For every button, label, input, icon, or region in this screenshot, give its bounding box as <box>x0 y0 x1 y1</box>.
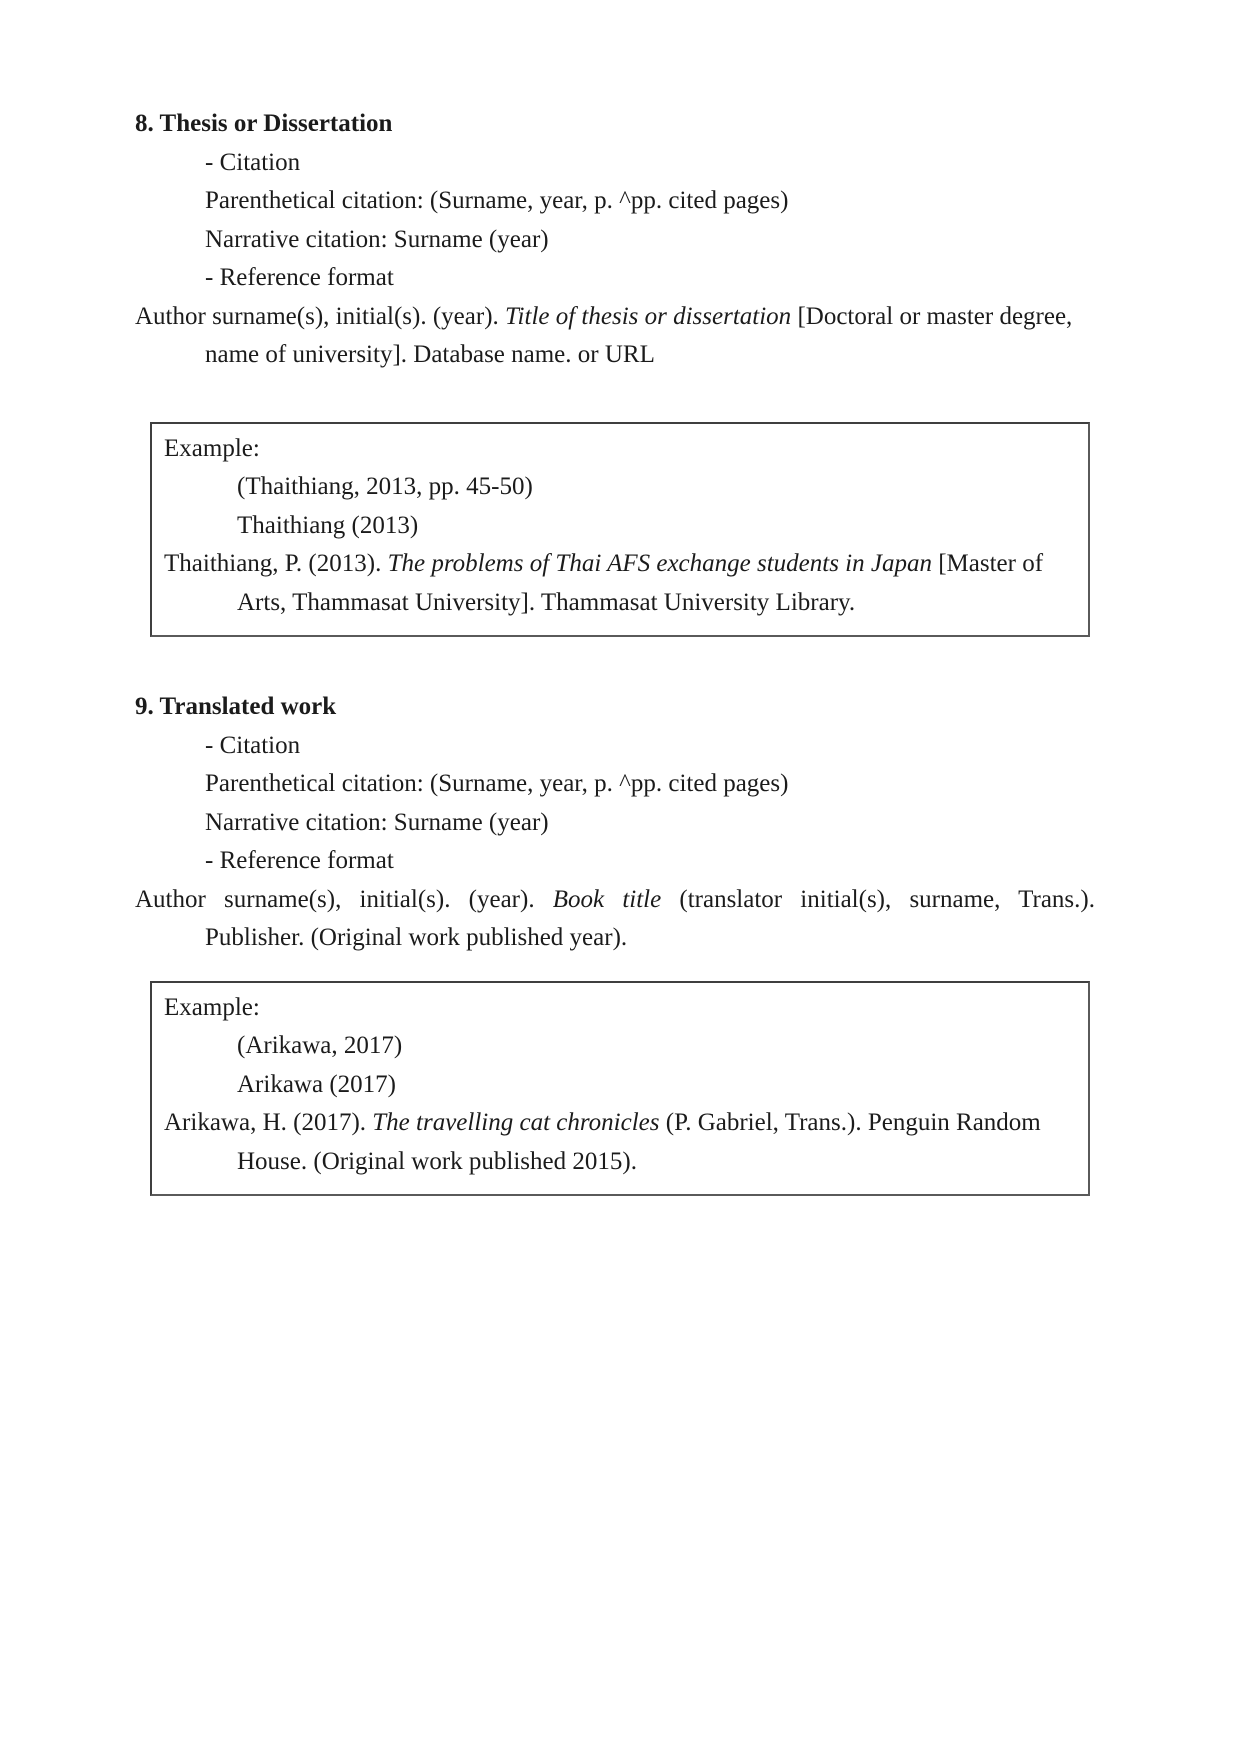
narrative-citation-line: Narrative citation: Surname (year) <box>205 225 549 253</box>
example-reference-line-1 <box>164 545 1080 584</box>
example-narrative-citation: Thaithiang (2013) <box>237 511 419 539</box>
example-reference-prefix: Arikawa, H. (2017). <box>164 1109 373 1136</box>
citation-label: - Citation <box>205 731 301 759</box>
section-heading: 9. Translated work <box>135 693 337 720</box>
reference-format-line-1 <box>135 881 1095 920</box>
example-box-translated <box>150 981 1090 1197</box>
reference-title-italic: Title of thesis or dissertation <box>505 302 792 330</box>
reference-format-prefix: Author surname(s), initial(s). (year). <box>135 885 553 913</box>
example-parenthetical-citation: (Arikawa, 2017) <box>237 1032 403 1059</box>
example-parenthetical-citation: (Thaithiang, 2013, pp. 45-50) <box>237 473 533 500</box>
citation-label: - Citation <box>205 148 301 176</box>
example-reference-line-2: House. (Original work published 2015). <box>237 1147 637 1175</box>
reference-format-line-1 <box>135 298 1095 337</box>
example-narrative-citation: Arikawa (2017) <box>237 1070 396 1098</box>
example-reference-prefix: Thaithiang, P. (2013). <box>164 550 388 577</box>
reference-format-suffix: (translator initial(s), surname, Trans.). <box>661 885 1095 913</box>
example-reference-suffix: [Master of <box>931 550 1044 577</box>
page-content <box>135 105 1095 1196</box>
section-heading: 8. Thesis or Dissertation <box>135 110 393 137</box>
example-reference-title-italic: The travelling cat chronicles <box>372 1109 660 1136</box>
example-label: Example: <box>164 993 260 1021</box>
example-reference-line-1 <box>164 1104 1080 1143</box>
section-thesis-or-dissertation <box>135 105 1095 637</box>
parenthetical-citation-line: Parenthetical citation: (Surname, year, p. ^pp. cited pages) <box>205 187 789 214</box>
reference-format-line-2: name of university]. Database name. or URL <box>205 341 655 368</box>
example-label: Example: <box>164 434 260 462</box>
narrative-citation-line: Narrative citation: Surname (year) <box>205 808 549 836</box>
reference-format-line-2: Publisher. (Original work published year). <box>205 924 628 951</box>
example-reference-suffix: (P. Gabriel, Trans.). Penguin Random <box>659 1109 1041 1136</box>
example-reference-title-italic: The problems of Thai AFS exchange students in Japan <box>387 550 932 577</box>
reference-format-suffix: [Doctoral or master degree, <box>791 302 1073 330</box>
reference-title-italic: Book title <box>552 885 662 913</box>
example-reference-line-2: Arts, Thammasat University]. Thammasat University Library. <box>237 588 856 616</box>
reference-format-label: - Reference format <box>205 847 394 874</box>
reference-format-label: - Reference format <box>205 264 394 291</box>
section-translated-work <box>135 688 1095 1196</box>
parenthetical-citation-line: Parenthetical citation: (Surname, year, p. ^pp. cited pages) <box>205 770 789 797</box>
reference-format-prefix: Author surname(s), initial(s). (year). <box>135 302 506 330</box>
example-box-thesis <box>150 422 1090 638</box>
